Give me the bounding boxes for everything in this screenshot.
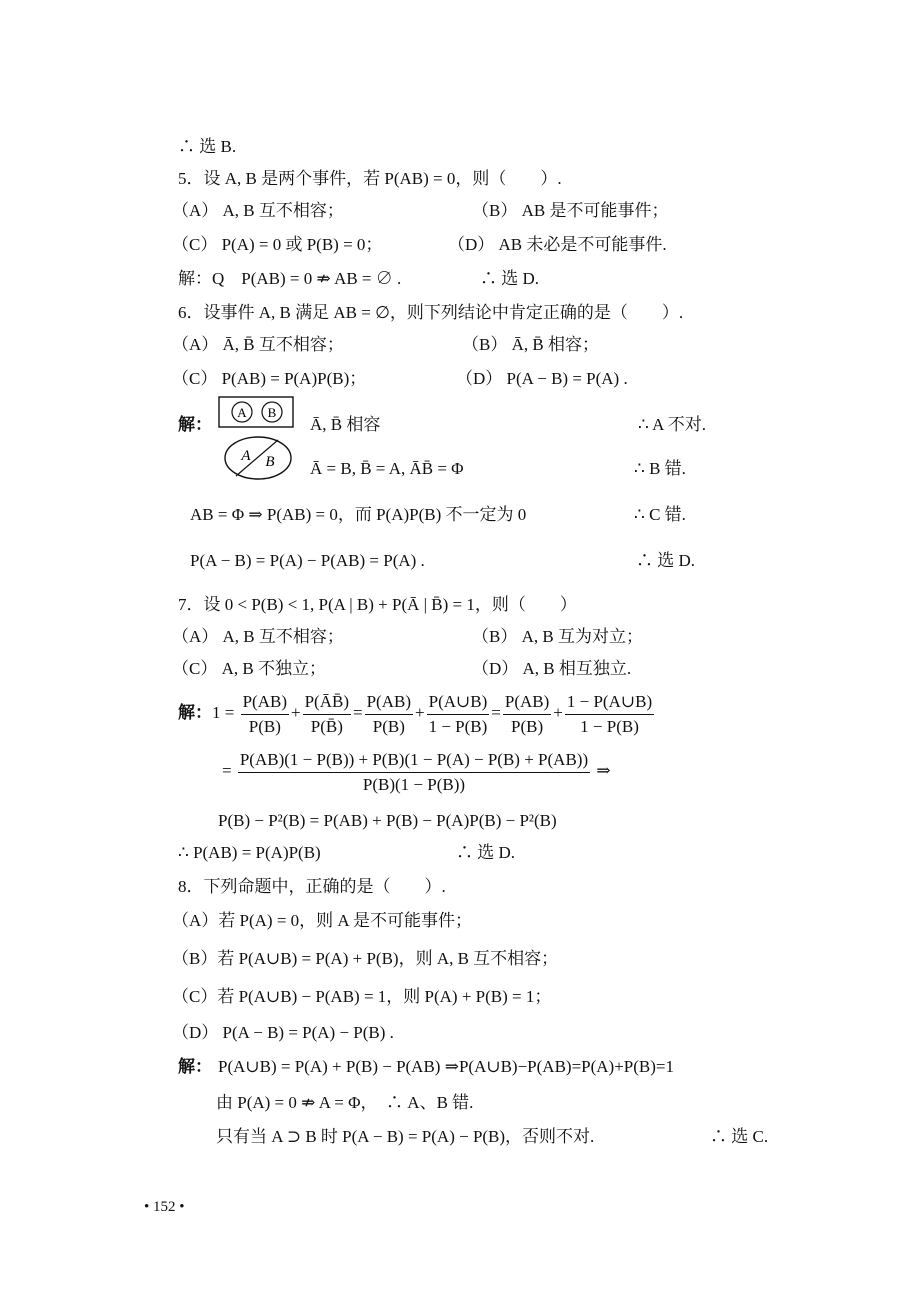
fraction-5 bbox=[503, 690, 551, 739]
fraction-1-num: P(AB) bbox=[241, 690, 289, 715]
fraction-1 bbox=[241, 690, 289, 739]
fraction-3-num: P(AB) bbox=[365, 690, 413, 715]
q6-step-3-result: ∴ C 错. bbox=[634, 505, 686, 524]
fraction-7-den: P(B)(1 − P(B)) bbox=[362, 774, 466, 794]
q5-option-a: （A） A, B 互不相容； bbox=[172, 201, 344, 220]
q6-solution-label: 解： bbox=[178, 415, 212, 434]
fraction-3-den: P(B) bbox=[372, 716, 405, 736]
fraction-4-den: 1 − P(B) bbox=[428, 716, 488, 736]
fraction-5-den: P(B) bbox=[511, 716, 544, 736]
venn-label-b: B bbox=[267, 405, 277, 420]
fraction-5-num: P(AB) bbox=[503, 690, 551, 715]
q8-step-2: 由 P(A) = 0 ⇏ A = Φ， ∴ A、B 错. bbox=[216, 1093, 474, 1112]
q7-conclusion: ∴ P(AB) = P(A)P(B) bbox=[178, 843, 321, 862]
fraction-1-den: P(B) bbox=[248, 716, 281, 736]
q7-answer: ∴ 选 D. bbox=[456, 843, 516, 862]
page-number: • 152 • bbox=[144, 1199, 185, 1215]
q8-answer: ∴ 选 C. bbox=[710, 1127, 769, 1146]
q7-equation-1 bbox=[178, 688, 656, 739]
venn2-label-a: A bbox=[241, 448, 251, 464]
q8-option-a: （A）若 P(A) = 0，则 A 是不可能事件； bbox=[172, 911, 473, 930]
q6-option-b: （B） Ā, B̄ 相容； bbox=[462, 335, 599, 354]
fraction-7-num: P(AB)(1 − P(B)) + P(B)(1 − P(A) − P(B) + P(AB)) bbox=[238, 748, 590, 773]
fraction-6 bbox=[565, 690, 654, 739]
fraction-6-num: 1 − P(A∪B) bbox=[565, 690, 654, 715]
question-7: 7．设 0 < P(B) < 1, P(A | B) + P(Ā | B̄) = 1，则（ ） bbox=[178, 595, 577, 614]
q8-step-3: 只有当 A ⊃ B 时 P(A − B) = P(A) − P(B)，否则不对. bbox=[216, 1127, 595, 1146]
fraction-2-num: P(ĀB̄) bbox=[303, 690, 351, 715]
q6-option-a: （A） Ā, B̄ 互不相容； bbox=[172, 335, 344, 354]
q8-option-b: （B）若 P(A∪B) = P(A) + P(B)，则 A, B 互不相容； bbox=[172, 949, 559, 968]
q8-option-c: （C）若 P(A∪B) − P(AB) = 1，则 P(A) + P(B) = 1； bbox=[172, 987, 552, 1006]
q5-option-c: （C） P(A) = 0 或 P(B) = 0； bbox=[172, 235, 383, 254]
venn-ellipse bbox=[225, 437, 291, 479]
q7-option-c: （C） A, B 不独立； bbox=[172, 659, 326, 678]
question-5: 5．设 A, B 是两个事件，若 P(AB) = 0，则（ ）. bbox=[178, 169, 562, 188]
q6-step-2-result: ∴ B 错. bbox=[634, 459, 686, 478]
q6-option-d: （D） P(A − B) = P(A) . bbox=[456, 369, 628, 388]
q7-option-a: （A） A, B 互不相容； bbox=[172, 627, 344, 646]
venn2-label-b: B bbox=[265, 454, 275, 470]
q7-solution-label: 解： bbox=[178, 703, 212, 722]
q8-option-d: （D） P(A − B) = P(A) − P(B) . bbox=[172, 1023, 394, 1042]
q6-step-4-result: ∴ 选 D. bbox=[636, 551, 696, 570]
implies-symbol: ⇒ bbox=[596, 761, 611, 780]
fraction-4 bbox=[427, 690, 490, 739]
fraction-4-num: P(A∪B) bbox=[427, 690, 490, 715]
fraction-6-den: 1 − P(B) bbox=[580, 716, 639, 736]
question-6: 6．设事件 A, B 满足 AB = ∅，则下列结论中肯定正确的是（ ）. bbox=[178, 303, 684, 322]
q6-step-2: Ā = B, B̄ = A, ĀB̄ = Φ bbox=[310, 459, 464, 478]
q8-step-1: P(A∪B) = P(A) + P(B) − P(AB) ⇒P(A∪B)−P(AB)=P(A)+P(B)=1 bbox=[218, 1057, 675, 1076]
eq1-lhs: 1 = bbox=[212, 703, 235, 722]
q6-step-3: AB = Φ ⇒ P(AB) = 0，而 P(A)P(B) 不一定为 0 bbox=[190, 505, 527, 524]
q6-option-c: （C） P(AB) = P(A)P(B)； bbox=[172, 369, 367, 388]
q6-step-1-result: ∴ A 不对. bbox=[638, 415, 706, 434]
op-plus: + bbox=[553, 703, 563, 722]
q7-equation-2 bbox=[222, 746, 611, 797]
op-eq: = bbox=[491, 703, 501, 722]
q6-step-4: P(A − B) = P(A) − P(AB) = P(A) . bbox=[190, 551, 425, 570]
q5-option-d: （D） AB 未必是不可能事件. bbox=[448, 235, 667, 254]
q7-option-d: （D） A, B 相互独立. bbox=[472, 659, 632, 678]
venn-diagram bbox=[218, 396, 296, 482]
fraction-7 bbox=[238, 748, 590, 797]
q8-solution-label: 解： bbox=[178, 1057, 212, 1076]
q6-step-1: Ā, B̄ 相容 bbox=[310, 415, 381, 434]
op-plus: + bbox=[291, 703, 301, 722]
question-8: 8．下列命题中，正确的是（ ）. bbox=[178, 877, 446, 896]
fraction-3 bbox=[365, 690, 413, 739]
line-conclusion-prev: ∴ 选 B. bbox=[178, 137, 237, 156]
fraction-2 bbox=[303, 690, 351, 739]
q5-option-b: （B） AB 是不可能事件； bbox=[472, 201, 669, 220]
q7-option-b: （B） A, B 互为对立； bbox=[472, 627, 643, 646]
q5-answer: ∴ 选 D. bbox=[480, 269, 540, 288]
op-plus: + bbox=[415, 703, 425, 722]
fraction-2-den: P(B̄) bbox=[310, 716, 343, 736]
q7-equation-3: P(B) − P²(B) = P(AB) + P(B) − P(A)P(B) − P²(B) bbox=[218, 811, 557, 830]
venn-label-a: A bbox=[237, 405, 247, 420]
q5-solution: 解：Q P(AB) = 0 ⇏ AB = ∅ . bbox=[178, 269, 402, 288]
op-eq: = bbox=[222, 761, 232, 780]
op-eq: = bbox=[353, 703, 363, 722]
